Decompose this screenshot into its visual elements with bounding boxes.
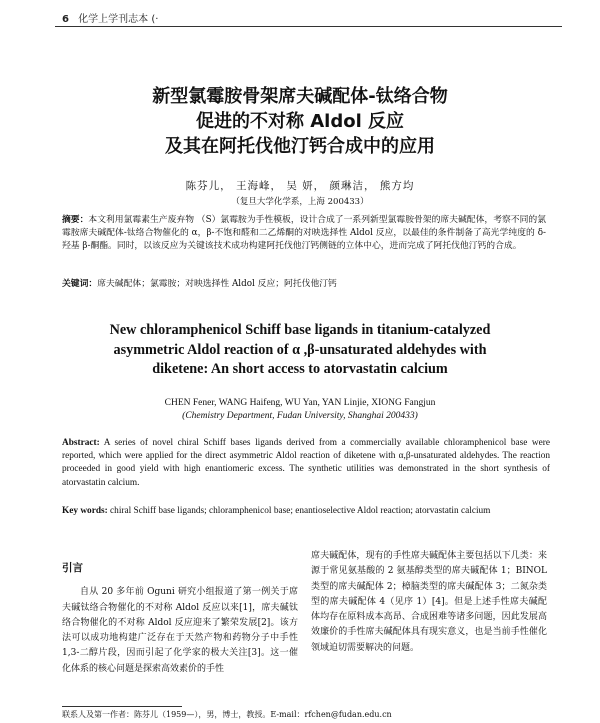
english-authors: CHEN Fener, WANG Haifeng, WU Yan, YAN Linjie, XIONG Fangjun <box>164 398 436 408</box>
english-abstract-label: Abstract: <box>62 438 100 448</box>
english-abstract <box>62 437 550 490</box>
chinese-title-line: 及其在阿托伐他汀钙合成中的应用 <box>165 136 435 157</box>
header-rule <box>55 26 562 27</box>
intro-heading: 引言 <box>62 562 83 574</box>
footnote: 联系人及第一作者：陈芬儿（1959—），男，博士，教授。E-mail：rfchen@fudan.edu.cn <box>62 710 392 719</box>
chinese-abstract-text: 本文利用氯霉素生产废弃物 （S）氯霉胺为手性模板，设计合成了一系列新型氯霉胺骨架的席夫碱配体，考察不同的氯霉胺席夫碱配体-钛络合物催化的 α，β-不饱和醛和二乙烯酮的对映选择性 Aldol 反应，以最佳的条件制备了高光学纯度的 δ-羟基 β-酮酯。同时，以该反应为关键该技术成功构建阿托伐他汀钙侧链的立体中心，进而完成了阿托伐他汀钙的合成。 <box>62 215 546 251</box>
chinese-keywords <box>62 278 546 291</box>
right-column <box>311 549 547 656</box>
chinese-abstract <box>62 214 546 253</box>
chinese-title-line: 促进的不对称 Aldol 反应 <box>195 111 405 132</box>
chinese-title-line: 新型氯霉胺骨架席夫碱配体-钛络合物 <box>152 86 448 107</box>
english-title <box>40 321 560 380</box>
chinese-keywords-text: 席夫碱配体；氯霉胺；对映选择性 Aldol 反应；阿托伐他汀钙 <box>97 279 337 289</box>
english-title-line: diketene: An short access to atorvastatin calcium <box>152 361 448 377</box>
english-affiliation: (Chemistry Department, Fudan University, Shanghai 200433) <box>182 411 418 421</box>
english-title-line: asymmetric Aldol reaction of α ,β-unsaturated aldehydes with <box>113 341 487 358</box>
running-header <box>62 10 158 25</box>
chinese-title <box>40 84 560 159</box>
english-keywords <box>62 505 550 518</box>
english-keywords-text: chiral Schiff base ligands; chloramphenicol base; enantioselective Aldol reaction; atorvastatin calcium <box>110 506 491 516</box>
left-column <box>62 552 298 677</box>
chinese-abstract-label: 摘要： <box>62 215 89 225</box>
chinese-keywords-label: 关键词： <box>62 279 98 289</box>
english-title-line: New chloramphenicol Schiff base ligands in titanium-catalyzed <box>109 322 491 338</box>
chinese-authors: 陈芬儿， 王海峰， 吴 妍， 颜琳洁， 熊方均 <box>185 180 415 192</box>
footnote-rule <box>62 706 182 707</box>
intro-paragraph: 自从 20 多年前 Oguni 研究小组报道了第一例关于席夫碱钛络合物催化的不对称 Aldol 反应以来[1]，席夫碱钛络合物催化的不对称 Aldol 反应迎来了繁荣发展[2]。该方法可以成功地构建广泛存在于天然产物和药物分子中手性 1,3-二醇片段，因而引起了化学家的极大关注[3]。这一催化体系的核心问题是探索高效素价的手性 <box>62 587 298 674</box>
body-paragraph: 席夫碱配体，现有的手性席夫碱配体主要包括以下几类：来源于常见氨基酸的 2 氨基醇类型的席夫碱配体 1；BINOL类型的席夫碱配体 2；樟脑类型的席夫碱配体 3；二氮杂类型的席夫碱配体 4（见序 1）[4]。但是上述手性席夫碱配体均存在原料成本高昂、合成困难等诸多问题，因此发展高效廉价的手性席夫碱配体具有现实意义，也是当前手性催化领域迫切需要解决的问题。 <box>311 551 547 653</box>
chinese-affiliation: （复旦大学化学系，上海 200433） <box>231 197 369 207</box>
english-abstract-text: A series of novel chiral Schiff bases ligands derived from a commercially available chloramphenicol base were reported, which were applied for the direct asymmetric Aldol reaction of diketene with α,β-unsaturated aldehydes. The reaction proceeded in good yield with high enantiomeric excess. The synthetic utilities was demonstrated in the short synthesis of atorvastatin calcium. <box>62 438 550 488</box>
journal-name: 化学上学刊志本 (· <box>78 14 159 25</box>
page-number: 6 <box>62 14 69 25</box>
english-keywords-label: Key words: <box>62 506 108 516</box>
